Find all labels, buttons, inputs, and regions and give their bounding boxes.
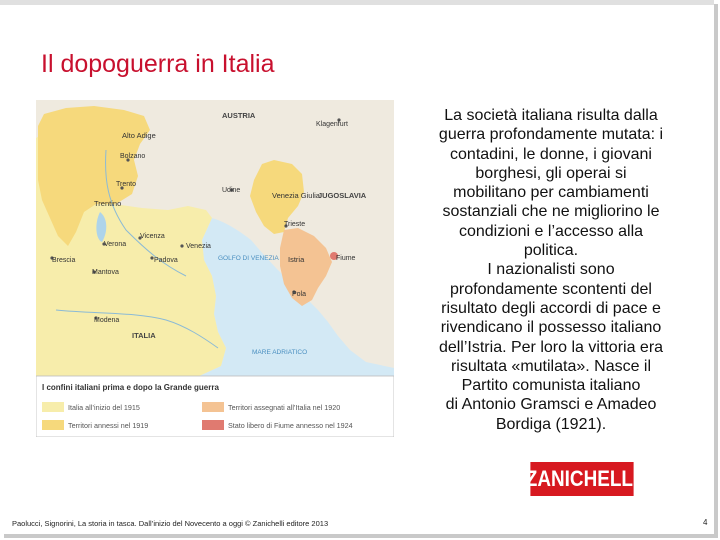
label-venezia: Venezia <box>186 243 211 250</box>
label-alto-adige: Alto Adige <box>122 131 156 140</box>
legend-swatch-assigned-1920 <box>202 402 224 412</box>
body-line: mobilitano per cambiamenti <box>453 184 649 202</box>
legend-swatch-annexed-1919 <box>42 420 64 430</box>
legend-title: I confini italiani prima e dopo la Grande guerra <box>42 383 219 392</box>
body-line: Partito comunista italiano <box>461 377 641 395</box>
page-number: 4 <box>703 518 708 527</box>
body-line: risultata «mutilata». Nasce il <box>450 357 652 375</box>
body-line: Bordiga (1921). <box>495 415 607 433</box>
body-line: sostanziali che ne migliorino le <box>442 203 660 221</box>
legend-swatch-fiume-1924 <box>202 420 224 430</box>
zanichelli-logo: ZANICHELLI <box>530 462 633 496</box>
body-line: politica. <box>523 242 579 260</box>
label-italia: ITALIA <box>132 331 156 340</box>
body-line: I nazionalisti sono <box>487 261 615 279</box>
legend-label-annexed-1919: Territori annessi nel 1919 <box>68 421 149 430</box>
label-trento: Trento <box>116 181 136 188</box>
label-klagenfurt: Klagenfurt <box>316 121 348 128</box>
body-line: risultato degli accordi di pace e <box>441 299 661 317</box>
label-austria: AUSTRIA <box>222 111 256 120</box>
body-line: contadini, le donne, i giovani <box>450 145 652 163</box>
label-modena: Modena <box>94 317 120 324</box>
body-line: dell’Istria. Per loro la vittoria era <box>438 338 664 356</box>
label-brescia: Brescia <box>52 257 76 264</box>
label-istria: Istria <box>288 255 305 264</box>
label-trentino: Trentino <box>94 199 122 208</box>
label-udine: Udine <box>222 187 241 194</box>
legend-label-fiume-1924: Stato libero di Fiume annesso nel 1924 <box>228 421 353 430</box>
body-line: La società italiana risulta dalla <box>444 107 658 124</box>
label-jugoslavia: JUGOSLAVIA <box>318 191 367 200</box>
label-pola: Pola <box>292 291 307 298</box>
label-venezia-giulia-text: Venezia Giulia <box>272 191 320 200</box>
body-line: di Antonio Gramsci e Amadeo <box>445 396 657 414</box>
label-bolzano: Bolzano <box>120 153 146 160</box>
legend-label-italy-1915: Italia all’inizio del 1915 <box>68 403 140 412</box>
legend-label-assigned-1920: Territori assegnati all’Italia nel 1920 <box>228 403 341 412</box>
label-golfo: GOLFO DI VENEZIA <box>218 255 279 262</box>
label-vicenza: Vicenza <box>140 233 165 240</box>
label-verona: Verona <box>104 241 127 248</box>
label-fiume: Fiume <box>336 255 356 262</box>
body-line: condizioni e l’accesso alla <box>458 222 644 240</box>
label-trieste: Trieste <box>284 221 306 228</box>
footer-credit: Paolucci, Signorini, La storia in tasca. Dall’inizio del Novecento a oggi © Zanichelli editore 2013 <box>12 519 329 528</box>
body-line: rivendicano il possesso italiano <box>440 319 662 337</box>
body-line: profondamente scontenti del <box>450 280 652 298</box>
label-mantova: Mantova <box>92 269 119 276</box>
historical-map <box>36 100 394 437</box>
label-padova: Padova <box>154 257 178 264</box>
slide-title: Il dopoguerra in Italia <box>41 50 275 78</box>
slide-body-text <box>418 106 684 434</box>
body-line: guerra profondamente mutata: i <box>438 126 664 144</box>
slide-top-bar <box>0 0 714 5</box>
legend-swatch-italy-1915 <box>42 402 64 412</box>
venezia-dot <box>180 244 183 247</box>
label-mare: MARE ADRIATICO <box>252 349 308 356</box>
label-venezia-giulia <box>272 191 321 200</box>
body-line: borghesi, gli operai si <box>475 164 627 182</box>
